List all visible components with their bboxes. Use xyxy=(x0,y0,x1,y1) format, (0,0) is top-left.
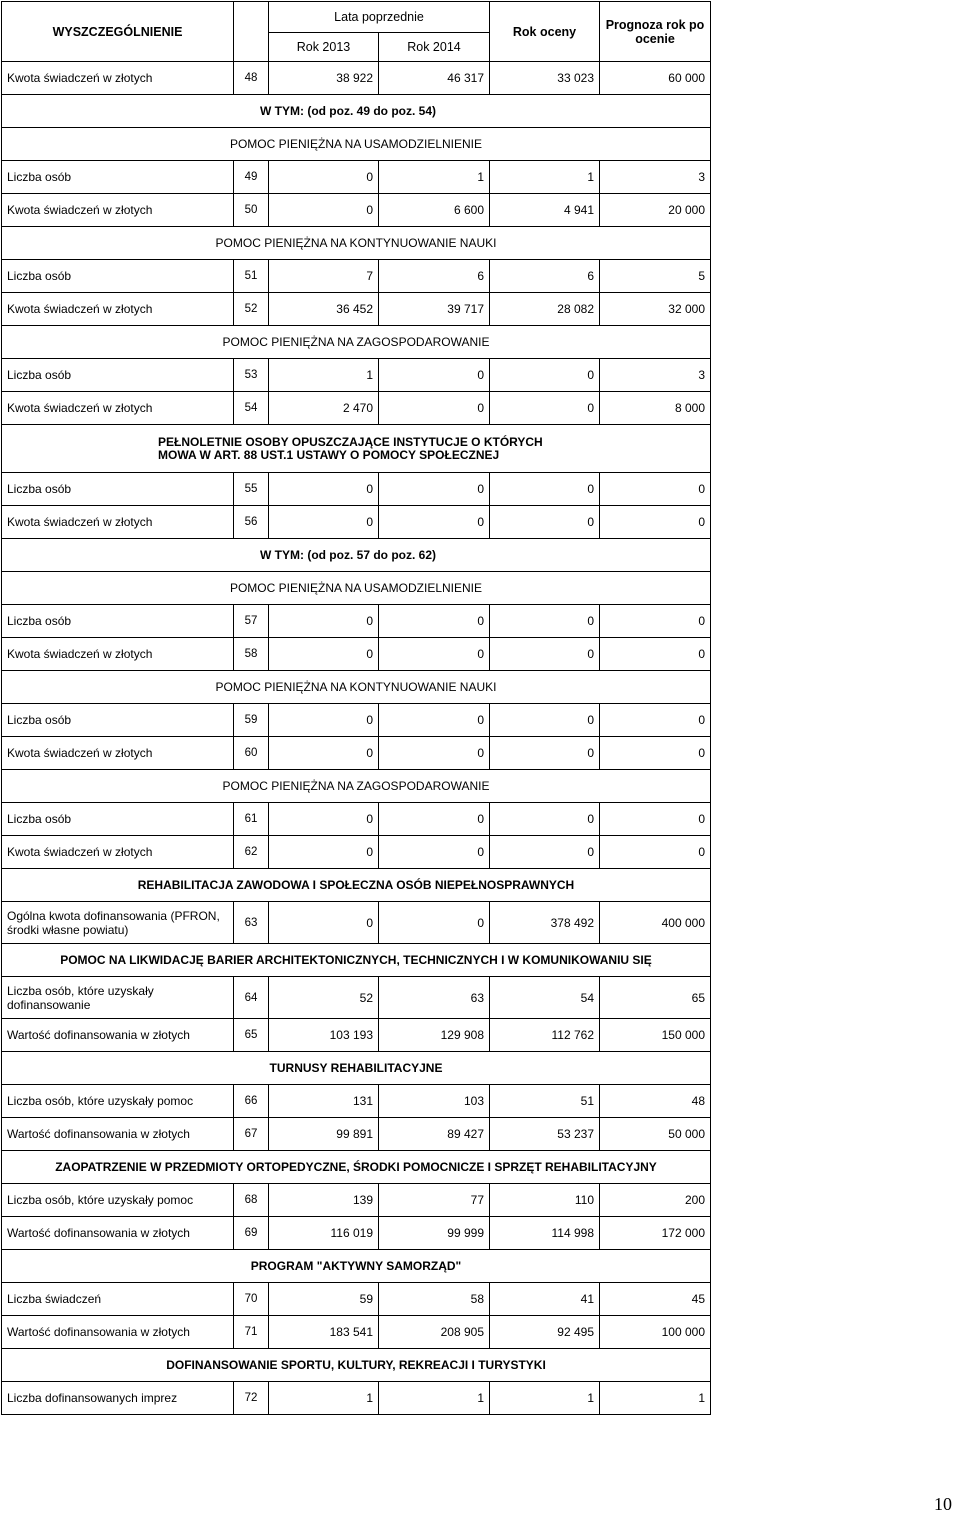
section-row xyxy=(2,425,711,473)
value-2013: 0 xyxy=(269,638,379,671)
row-position: 51 xyxy=(234,260,269,293)
row-label: Wartość dofinansowania w złotych xyxy=(2,1118,234,1151)
value-2013: 0 xyxy=(269,473,379,506)
value-2014: 0 xyxy=(379,392,490,425)
section-row xyxy=(2,227,711,260)
value-2014: 39 717 xyxy=(379,293,490,326)
table-row xyxy=(2,1085,711,1118)
value-2013: 116 019 xyxy=(269,1217,379,1250)
table-row xyxy=(2,1184,711,1217)
value-rating-year: 0 xyxy=(490,638,600,671)
section-title: POMOC NA LIKWIDACJĘ BARIER ARCHITEKTONICZNYCH, TECHNICZNYCH I W KOMUNIKOWANIU SIĘ xyxy=(2,944,711,977)
table-row xyxy=(2,260,711,293)
value-2013: 1 xyxy=(269,359,379,392)
value-2013: 1 xyxy=(269,1382,379,1415)
value-forecast: 45 xyxy=(600,1283,711,1316)
row-label: Kwota świadczeń w złotych xyxy=(2,194,234,227)
value-rating-year: 0 xyxy=(490,359,600,392)
section-title: POMOC PIENIĘŻNA NA ZAGOSPODAROWANIE xyxy=(2,770,711,803)
value-rating-year: 1 xyxy=(490,161,600,194)
row-label: Liczba osób xyxy=(2,605,234,638)
table-row xyxy=(2,1382,711,1415)
row-position: 67 xyxy=(234,1118,269,1151)
row-label: Kwota świadczeń w złotych xyxy=(2,293,234,326)
section-title: ZAOPATRZENIE W PRZEDMIOTY ORTOPEDYCZNE, ŚRODKI POMOCNICZE I SPRZĘT REHABILITACYJNY xyxy=(2,1151,711,1184)
value-2013: 0 xyxy=(269,836,379,869)
row-position: 60 xyxy=(234,737,269,770)
value-2014: 0 xyxy=(379,638,490,671)
value-rating-year: 0 xyxy=(490,704,600,737)
header-year-2014: Rok 2014 xyxy=(379,33,490,62)
value-2013: 131 xyxy=(269,1085,379,1118)
value-rating-year: 0 xyxy=(490,506,600,539)
value-2014: 129 908 xyxy=(379,1019,490,1052)
row-position: 62 xyxy=(234,836,269,869)
value-2013: 0 xyxy=(269,161,379,194)
section-title: TURNUSY REHABILITACYJNE xyxy=(2,1052,711,1085)
value-2014: 6 600 xyxy=(379,194,490,227)
value-2014: 0 xyxy=(379,359,490,392)
row-label: Kwota świadczeń w złotych xyxy=(2,392,234,425)
value-rating-year: 28 082 xyxy=(490,293,600,326)
row-label: Wartość dofinansowania w złotych xyxy=(2,1217,234,1250)
value-forecast: 0 xyxy=(600,605,711,638)
row-label: Liczba osób, które uzyskały dofinansowanie xyxy=(2,977,234,1019)
value-2013: 2 470 xyxy=(269,392,379,425)
value-forecast: 100 000 xyxy=(600,1316,711,1349)
value-rating-year: 41 xyxy=(490,1283,600,1316)
value-forecast: 5 xyxy=(600,260,711,293)
value-rating-year: 110 xyxy=(490,1184,600,1217)
section-row xyxy=(2,1250,711,1283)
value-2013: 0 xyxy=(269,902,379,944)
value-2013: 183 541 xyxy=(269,1316,379,1349)
value-forecast: 0 xyxy=(600,704,711,737)
table-row xyxy=(2,803,711,836)
value-rating-year: 54 xyxy=(490,977,600,1019)
value-forecast: 50 000 xyxy=(600,1118,711,1151)
table-row xyxy=(2,473,711,506)
page-number: 10 xyxy=(934,1494,952,1514)
table-row xyxy=(2,161,711,194)
row-position: 64 xyxy=(234,977,269,1019)
row-label: Kwota świadczeń w złotych xyxy=(2,737,234,770)
value-2014: 0 xyxy=(379,605,490,638)
row-position: 71 xyxy=(234,1316,269,1349)
value-forecast: 0 xyxy=(600,836,711,869)
value-2014: 0 xyxy=(379,506,490,539)
row-position: 48 xyxy=(234,62,269,95)
table-row xyxy=(2,1217,711,1250)
value-2014: 77 xyxy=(379,1184,490,1217)
value-2014: 6 xyxy=(379,260,490,293)
value-forecast: 0 xyxy=(600,506,711,539)
table-row xyxy=(2,194,711,227)
value-2013: 139 xyxy=(269,1184,379,1217)
value-rating-year: 378 492 xyxy=(490,902,600,944)
row-label: Liczba świadczeń xyxy=(2,1283,234,1316)
value-forecast: 1 xyxy=(600,1382,711,1415)
table-row xyxy=(2,1019,711,1052)
value-forecast: 150 000 xyxy=(600,1019,711,1052)
row-position: 57 xyxy=(234,605,269,638)
value-forecast: 32 000 xyxy=(600,293,711,326)
value-rating-year: 1 xyxy=(490,1382,600,1415)
value-forecast: 0 xyxy=(600,473,711,506)
row-position: 59 xyxy=(234,704,269,737)
value-2014: 99 999 xyxy=(379,1217,490,1250)
value-forecast: 65 xyxy=(600,977,711,1019)
value-rating-year: 4 941 xyxy=(490,194,600,227)
value-forecast: 20 000 xyxy=(600,194,711,227)
value-rating-year: 0 xyxy=(490,737,600,770)
row-position: 65 xyxy=(234,1019,269,1052)
section-row xyxy=(2,572,711,605)
value-2014: 46 317 xyxy=(379,62,490,95)
value-2014: 63 xyxy=(379,977,490,1019)
table-row xyxy=(2,737,711,770)
section-row xyxy=(2,1052,711,1085)
value-forecast: 3 xyxy=(600,161,711,194)
section-title: POMOC PIENIĘŻNA NA USAMODZIELNIENIE xyxy=(2,572,711,605)
row-position: 69 xyxy=(234,1217,269,1250)
table-row xyxy=(2,638,711,671)
value-forecast: 0 xyxy=(600,803,711,836)
section-title: POMOC PIENIĘŻNA NA KONTYNUOWANIE NAUKI xyxy=(2,227,711,260)
section-title: PROGRAM "AKTYWNY SAMORZĄD" xyxy=(2,1250,711,1283)
value-rating-year: 0 xyxy=(490,392,600,425)
row-label: Liczba dofinansowanych imprez xyxy=(2,1382,234,1415)
table-row xyxy=(2,836,711,869)
table-row xyxy=(2,902,711,944)
section-title: W TYM: (od poz. 49 do poz. 54) xyxy=(2,95,711,128)
row-position: 53 xyxy=(234,359,269,392)
value-2014: 208 905 xyxy=(379,1316,490,1349)
section-row xyxy=(2,128,711,161)
value-rating-year: 112 762 xyxy=(490,1019,600,1052)
row-label: Liczba osób, które uzyskały pomoc xyxy=(2,1085,234,1118)
value-forecast: 400 000 xyxy=(600,902,711,944)
value-2014: 103 xyxy=(379,1085,490,1118)
value-2014: 0 xyxy=(379,737,490,770)
section-row xyxy=(2,770,711,803)
value-2014: 1 xyxy=(379,1382,490,1415)
row-label: Kwota świadczeń w złotych xyxy=(2,506,234,539)
table-header xyxy=(2,2,711,62)
value-rating-year: 92 495 xyxy=(490,1316,600,1349)
table-row xyxy=(2,605,711,638)
row-position: 55 xyxy=(234,473,269,506)
table-row xyxy=(2,62,711,95)
row-label: Liczba osób xyxy=(2,473,234,506)
section-title: DOFINANSOWANIE SPORTU, KULTURY, REKREACJI I TURYSTYKI xyxy=(2,1349,711,1382)
section-row xyxy=(2,326,711,359)
row-label: Liczba osób xyxy=(2,359,234,392)
row-position: 49 xyxy=(234,161,269,194)
value-2014: 0 xyxy=(379,836,490,869)
section-row xyxy=(2,869,711,902)
section-title: REHABILITACJA ZAWODOWA I SPOŁECZNA OSÓB NIEPEŁNOSPRAWNYCH xyxy=(2,869,711,902)
table-row xyxy=(2,704,711,737)
section-title: POMOC PIENIĘŻNA NA KONTYNUOWANIE NAUKI xyxy=(2,671,711,704)
row-label: Liczba osób, które uzyskały pomoc xyxy=(2,1184,234,1217)
value-2014: 0 xyxy=(379,704,490,737)
value-2013: 36 452 xyxy=(269,293,379,326)
row-position: 63 xyxy=(234,902,269,944)
value-forecast: 3 xyxy=(600,359,711,392)
value-forecast: 0 xyxy=(600,737,711,770)
row-label: Wartość dofinansowania w złotych xyxy=(2,1019,234,1052)
value-forecast: 60 000 xyxy=(600,62,711,95)
row-label: Kwota świadczeń w złotych xyxy=(2,836,234,869)
header-forecast-year: Prognoza rok po ocenie xyxy=(600,2,711,62)
row-label: Liczba osób xyxy=(2,704,234,737)
value-2014: 0 xyxy=(379,803,490,836)
value-2013: 0 xyxy=(269,803,379,836)
value-2013: 7 xyxy=(269,260,379,293)
value-2013: 0 xyxy=(269,605,379,638)
header-rating-year: Rok oceny xyxy=(490,2,600,62)
row-label: Kwota świadczeń w złotych xyxy=(2,638,234,671)
table-row xyxy=(2,1283,711,1316)
row-label: Liczba osób xyxy=(2,803,234,836)
table-row xyxy=(2,977,711,1019)
value-rating-year: 51 xyxy=(490,1085,600,1118)
row-position: 50 xyxy=(234,194,269,227)
value-2013: 0 xyxy=(269,194,379,227)
section-row xyxy=(2,944,711,977)
value-2013: 0 xyxy=(269,506,379,539)
header-position xyxy=(234,2,269,62)
value-2013: 52 xyxy=(269,977,379,1019)
section-row xyxy=(2,95,711,128)
section-row xyxy=(2,1349,711,1382)
value-2014: 0 xyxy=(379,473,490,506)
row-position: 56 xyxy=(234,506,269,539)
row-label: Ogólna kwota dofinansowania (PFRON, środki własne powiatu) xyxy=(2,902,234,944)
row-label: Liczba osób xyxy=(2,260,234,293)
section-row xyxy=(2,1151,711,1184)
value-forecast: 8 000 xyxy=(600,392,711,425)
section-title: PEŁNOLETNIE OSOBY OPUSZCZAJĄCE INSTYTUCJE O KTÓRYCH MOWA W ART. 88 UST.1 USTAWY O POMOCY SPOŁECZNEJ xyxy=(2,425,711,473)
value-rating-year: 114 998 xyxy=(490,1217,600,1250)
row-position: 68 xyxy=(234,1184,269,1217)
table-body xyxy=(2,62,711,1415)
row-position: 66 xyxy=(234,1085,269,1118)
section-title: W TYM: (od poz. 57 do poz. 62) xyxy=(2,539,711,572)
row-label: Wartość dofinansowania w złotych xyxy=(2,1316,234,1349)
row-position: 72 xyxy=(234,1382,269,1415)
value-2014: 1 xyxy=(379,161,490,194)
row-position: 70 xyxy=(234,1283,269,1316)
value-rating-year: 0 xyxy=(490,803,600,836)
value-2014: 89 427 xyxy=(379,1118,490,1151)
value-rating-year: 0 xyxy=(490,473,600,506)
value-forecast: 200 xyxy=(600,1184,711,1217)
value-rating-year: 0 xyxy=(490,836,600,869)
value-2014: 0 xyxy=(379,902,490,944)
header-year-2013: Rok 2013 xyxy=(269,33,379,62)
row-position: 54 xyxy=(234,392,269,425)
section-title: POMOC PIENIĘŻNA NA USAMODZIELNIENIE xyxy=(2,128,711,161)
section-title: POMOC PIENIĘŻNA NA ZAGOSPODAROWANIE xyxy=(2,326,711,359)
value-forecast: 0 xyxy=(600,638,711,671)
value-forecast: 48 xyxy=(600,1085,711,1118)
header-previous-years: Lata poprzednie xyxy=(269,2,490,33)
value-2014: 58 xyxy=(379,1283,490,1316)
table-row xyxy=(2,359,711,392)
value-2013: 103 193 xyxy=(269,1019,379,1052)
value-rating-year: 6 xyxy=(490,260,600,293)
row-position: 58 xyxy=(234,638,269,671)
table-row xyxy=(2,1316,711,1349)
value-rating-year: 0 xyxy=(490,605,600,638)
section-row xyxy=(2,539,711,572)
value-forecast: 172 000 xyxy=(600,1217,711,1250)
value-2013: 99 891 xyxy=(269,1118,379,1151)
row-label: Kwota świadczeń w złotych xyxy=(2,62,234,95)
row-position: 52 xyxy=(234,293,269,326)
table-row xyxy=(2,392,711,425)
row-label: Liczba osób xyxy=(2,161,234,194)
table-row xyxy=(2,1118,711,1151)
value-2013: 59 xyxy=(269,1283,379,1316)
header-description: WYSZCZEGÓLNIENIE xyxy=(2,2,234,62)
value-2013: 0 xyxy=(269,737,379,770)
value-rating-year: 33 023 xyxy=(490,62,600,95)
row-position: 61 xyxy=(234,803,269,836)
table-row xyxy=(2,506,711,539)
value-2013: 38 922 xyxy=(269,62,379,95)
value-2013: 0 xyxy=(269,704,379,737)
table-row xyxy=(2,293,711,326)
value-rating-year: 53 237 xyxy=(490,1118,600,1151)
report-table xyxy=(1,1,711,1415)
section-row xyxy=(2,671,711,704)
